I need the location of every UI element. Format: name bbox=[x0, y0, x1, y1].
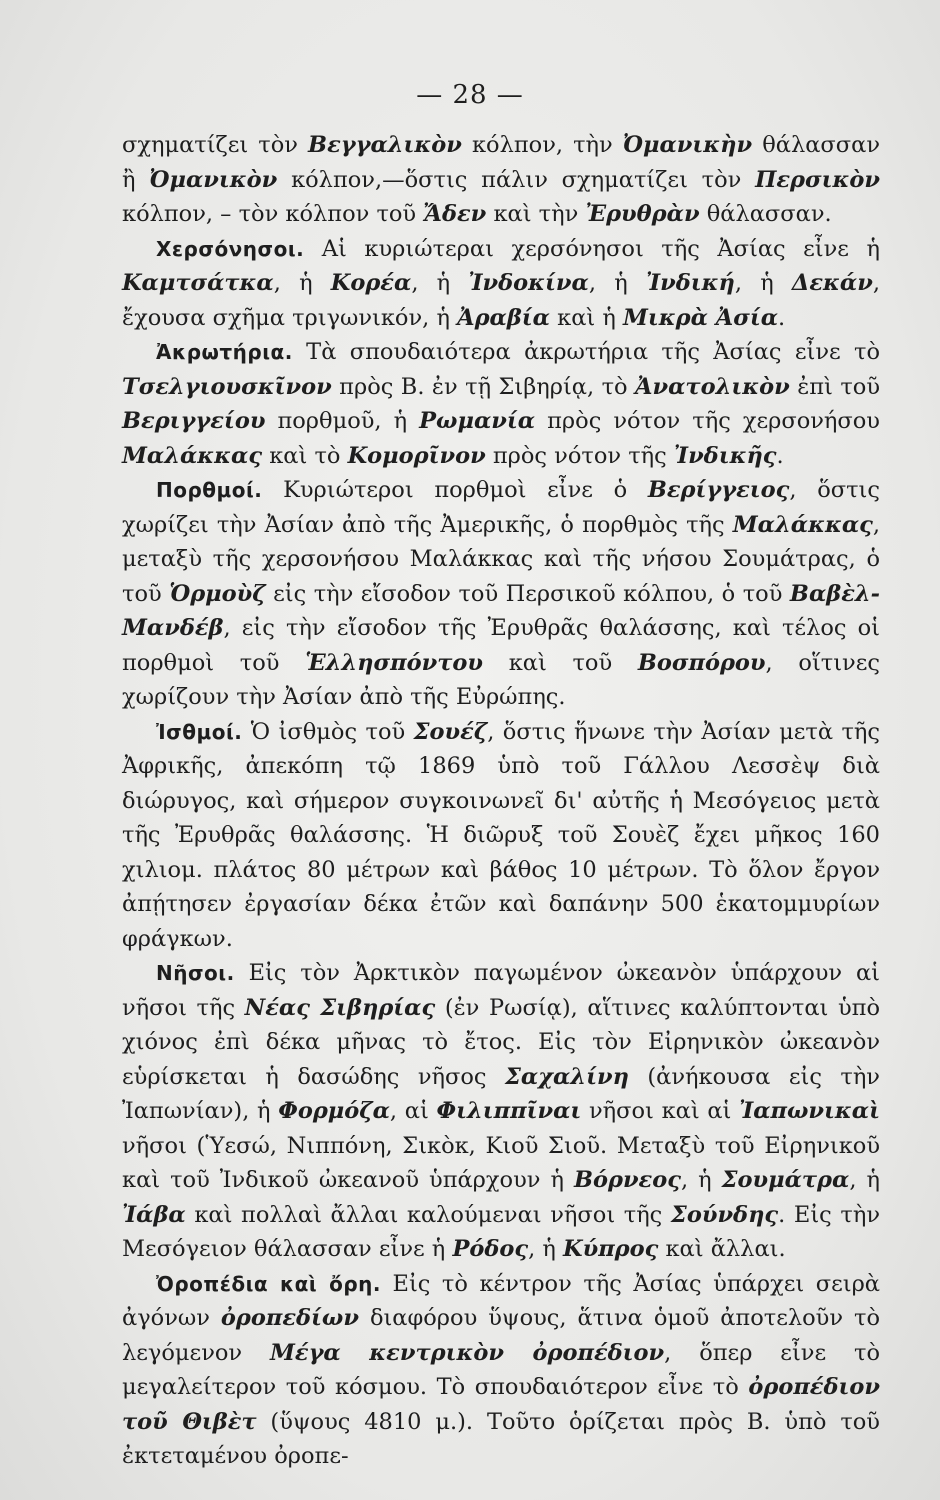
text-run: κόλπον, τὴν bbox=[461, 132, 623, 158]
text-run: , οἵτινες χωρίζουν τὴν Ἀσίαν ἀπὸ τῆς Εὐρώπης. bbox=[122, 649, 880, 710]
place-name: Ἄδεν bbox=[423, 201, 487, 227]
place-name: Σούνδης bbox=[670, 1201, 779, 1228]
place-name: Βεριγγείου bbox=[122, 408, 266, 434]
text-run: . bbox=[778, 304, 786, 331]
paragraph-p1 bbox=[122, 232, 880, 336]
text-run: , ἡ bbox=[734, 270, 792, 296]
place-name: Ὀμανικὸν bbox=[149, 166, 278, 193]
text-run: (ὕψους 4810 μ.). Τοῦτο ὁρίζεται πρὸς Β. ὑπὸ τοῦ ἐκτεταμένου ὀροπε- bbox=[122, 1408, 880, 1469]
text-run: νῆσοι (Ὑεσώ, Νιππόνη, Σικὸκ, Κιοῦ Σιοῦ. Μεταξὺ τοῦ Εἰρηνικοῦ καὶ τοῦ Ἰνδικοῦ ὠκεανοῦ ὑπάρχουν ἡ bbox=[122, 1132, 880, 1193]
paragraph-p2 bbox=[122, 335, 880, 473]
paragraph-p4 bbox=[122, 715, 880, 957]
text-run: Ὁ ἰσθμὸς τοῦ bbox=[242, 718, 414, 745]
text-run: κόλπον, – τὸν κόλπον τοῦ bbox=[122, 201, 424, 227]
text-run: , ἡ bbox=[528, 1236, 564, 1262]
text-run: διαφόρου ὕψους, ἅτινα ὁμοῦ ἀποτελοῦν τὸ λεγόμενον bbox=[122, 1305, 881, 1366]
section-heading: Ἀκρωτήρια. bbox=[156, 340, 293, 364]
place-name: Ρωμανία bbox=[419, 408, 536, 434]
text-run: , μεταξὺ τῆς χερσονήσου Μαλάκκας καὶ τῆς νήσου Σουμάτρας, ὁ τοῦ bbox=[122, 511, 880, 607]
text-run: , ἡ bbox=[849, 1167, 880, 1193]
text-run: , εἰς τὴν εἴσοδον τῆς Ἐρυθρᾶς θαλάσσης, καὶ τέλος οἱ πορθμοὶ τοῦ bbox=[122, 615, 880, 676]
text-run: , ἡ bbox=[273, 270, 331, 296]
text-run: , ὅστις ἥνωνε τὴν Ἀσίαν μετὰ τῆς Ἀφρικῆς, ἀπεκόπη τῷ 1869 ὑπὸ τοῦ Γάλλου Λεσσὲψ διὰ διώρυγος, καὶ σήμερον συγκοινωνεῖ δι' αὐτῆς ἡ Μεσόγειος μετὰ τῆς Ἐρυθρᾶς θαλάσσης. Ἡ διῶρυξ τοῦ Σουὲζ ἔχει μῆκος 160 χιλιομ. πλάτος 80 μέτρων καὶ βάθος 10 μέτρων. Τὸ ὅλον ἔργον ἀπῄτησεν ἐργασίαν δέκα ἐτῶν καὶ δαπάνην 500 ἑκατομμυρίων φράγκων. bbox=[122, 718, 880, 952]
page-body bbox=[122, 128, 880, 1474]
text-run: πρὸς νότον τῆς χερσονήσου bbox=[535, 408, 880, 434]
place-name: Τσελγιουσκῖνον bbox=[122, 373, 332, 400]
text-run: σχηματίζει τὸν bbox=[122, 132, 309, 158]
text-run: , αἱ bbox=[389, 1098, 437, 1124]
text-run: Εἰς τὸν Ἀρκτικὸν παγωμένον ὠκεανὸν ὑπάρχουν αἱ νῆσοι τῆς bbox=[122, 960, 880, 1021]
text-run: πρὸς Β. ἐν τῇ Σιβηρίᾳ, τὸ bbox=[331, 373, 636, 400]
place-name: Φορμόζα bbox=[278, 1098, 390, 1124]
place-name: Βαβὲλ-Μανδέβ bbox=[122, 580, 880, 641]
text-run: (ἀνήκουσα εἰς τὴν Ἰαπωνίαν), ἡ bbox=[122, 1063, 880, 1124]
text-run: εἰς τὴν εἴσοδον τοῦ Περσικοῦ κόλπου, ὁ τοῦ bbox=[265, 580, 790, 607]
text-run: πρὸς νότον τῆς bbox=[485, 442, 674, 469]
text-run: θάλασσαν ἢ bbox=[122, 132, 880, 193]
text-run: ἐπὶ τοῦ bbox=[789, 373, 880, 400]
place-name: Ἰνδική bbox=[645, 270, 735, 296]
text-run: κόλπον,—ὅστις πάλιν σχηματίζει τὸν bbox=[277, 166, 756, 193]
place-name: Βοσπόρου bbox=[637, 649, 766, 676]
place-name: Κύπρος bbox=[563, 1236, 659, 1262]
text-run: καὶ τὸ bbox=[262, 442, 348, 469]
place-name: Ἐρυθρὰν bbox=[585, 201, 700, 227]
place-name: Ὁρμοὺζ bbox=[169, 580, 266, 607]
place-name: ὀροπεδίων bbox=[220, 1305, 359, 1331]
text-run: Κυριώτεροι πορθμοὶ εἶνε ὁ bbox=[262, 477, 648, 503]
place-name: Μαλάκκας bbox=[122, 442, 263, 469]
place-name: Καμτσάτκα bbox=[122, 270, 274, 296]
section-heading: Ὀροπέδια καὶ ὄρη. bbox=[156, 1271, 381, 1296]
text-run: νῆσοι καὶ αἱ bbox=[581, 1098, 740, 1124]
place-name: Σουμάτρα bbox=[721, 1167, 850, 1193]
place-name: Δεκάν bbox=[791, 270, 873, 296]
place-name: Σουέζ bbox=[413, 718, 488, 745]
section-heading: Νῆσοι. bbox=[156, 961, 235, 985]
place-name: Ἰνδικῆς bbox=[673, 442, 777, 469]
text-run: (ἐν Ρωσίᾳ), αἵτινες καλύπτονται ὑπὸ χιόνος ἐπὶ δέκα μῆνας τὸ ἔτος. Εἰς τὸν Εἰρηνικὸν ὠκεανὸν εὑρίσκεται ἡ δασώδης νῆσος bbox=[122, 994, 880, 1090]
place-name: Βερίγγειος bbox=[647, 477, 790, 503]
text-run: Εἰς τὸ κέντρον τῆς Ἀσίας ὑπάρχει σειρὰ ἀγόνων bbox=[122, 1270, 880, 1331]
text-run: Αἱ κυριώτεραι χερσόνησοι τῆς Ἀσίας εἶνε ἡ bbox=[304, 235, 880, 262]
text-run: πορθμοῦ, ἡ bbox=[265, 408, 420, 434]
text-run: , ἡ bbox=[588, 270, 646, 296]
place-name: Νέας Σιβηρίας bbox=[244, 994, 436, 1021]
text-run: , ἔχουσα σχῆμα τριγωνικόν, ἡ bbox=[122, 270, 880, 331]
text-run: καὶ ἡ bbox=[550, 304, 624, 331]
place-name: Βόρνεος bbox=[573, 1167, 681, 1193]
place-name: Ἀραβία bbox=[457, 304, 550, 331]
place-name: Ἀνατολικὸν bbox=[635, 373, 790, 400]
place-name: Μέγα κεντρικὸν ὀροπέδιον bbox=[269, 1339, 665, 1366]
text-run: , ὅστις χωρίζει τὴν Ἀσίαν ἀπὸ τῆς Ἀμερικῆς, ὁ πορθμὸς τῆς bbox=[122, 477, 880, 538]
place-name: Ἑλλησπόντου bbox=[305, 649, 483, 676]
paragraph-p5 bbox=[122, 956, 880, 1267]
text-run: . Εἰς τὴν Μεσόγειον θάλασσαν εἶνε ἡ bbox=[122, 1201, 880, 1262]
place-name: Φιλιππῖναι bbox=[436, 1098, 582, 1124]
place-name: ὀροπέδιον τοῦ Θιβὲτ bbox=[122, 1374, 880, 1435]
place-name: Ἰάβα bbox=[122, 1201, 186, 1228]
place-name: Βεγγαλικὸν bbox=[308, 132, 462, 158]
text-run: καὶ τοῦ bbox=[482, 649, 638, 676]
section-heading: Ἰσθμοί. bbox=[156, 719, 243, 744]
place-name: Σαχαλίνη bbox=[504, 1063, 629, 1090]
place-name: Μικρὰ Ἀσία bbox=[623, 304, 779, 331]
paragraph-p3 bbox=[122, 473, 880, 715]
section-heading: Πορθμοί. bbox=[156, 478, 263, 502]
text-run: Τὰ σπουδαιότερα ἀκρωτήρια τῆς Ἀσίας εἶνε τὸ bbox=[292, 339, 880, 365]
page-number: — 28 — bbox=[416, 80, 524, 110]
text-run: , ἡ bbox=[680, 1167, 722, 1193]
text-run: καὶ τὴν bbox=[486, 201, 586, 227]
place-name: Ἰνδοκίνα bbox=[468, 270, 589, 296]
place-name: Κομορῖνον bbox=[347, 442, 486, 469]
text-run: . bbox=[776, 442, 784, 469]
section-heading: Χερσόνησοι. bbox=[156, 236, 305, 261]
place-name: Ρόδος bbox=[452, 1236, 529, 1262]
text-run: καὶ πολλαὶ ἄλλαι καλούμεναι νῆσοι τῆς bbox=[185, 1201, 671, 1228]
text-run: , ἡ bbox=[411, 270, 469, 296]
place-name: Ὀμανικὴν bbox=[622, 132, 753, 158]
place-name: Μαλάκκας bbox=[732, 511, 873, 538]
place-name: Κορέα bbox=[330, 270, 412, 296]
place-name: Ἰαπωνικαὶ bbox=[739, 1098, 880, 1124]
place-name: Περσικὸν bbox=[755, 166, 880, 193]
text-run: , ὅπερ εἶνε τὸ μεγαλείτερον τοῦ κόσμου. Τὸ σπουδαιότερον εἶνε τὸ bbox=[122, 1339, 881, 1400]
paragraph-p6 bbox=[122, 1267, 880, 1474]
paragraph-p0 bbox=[122, 128, 880, 232]
text-run: θάλασσαν. bbox=[699, 201, 832, 227]
text-run: καὶ ἄλλαι. bbox=[658, 1236, 786, 1262]
